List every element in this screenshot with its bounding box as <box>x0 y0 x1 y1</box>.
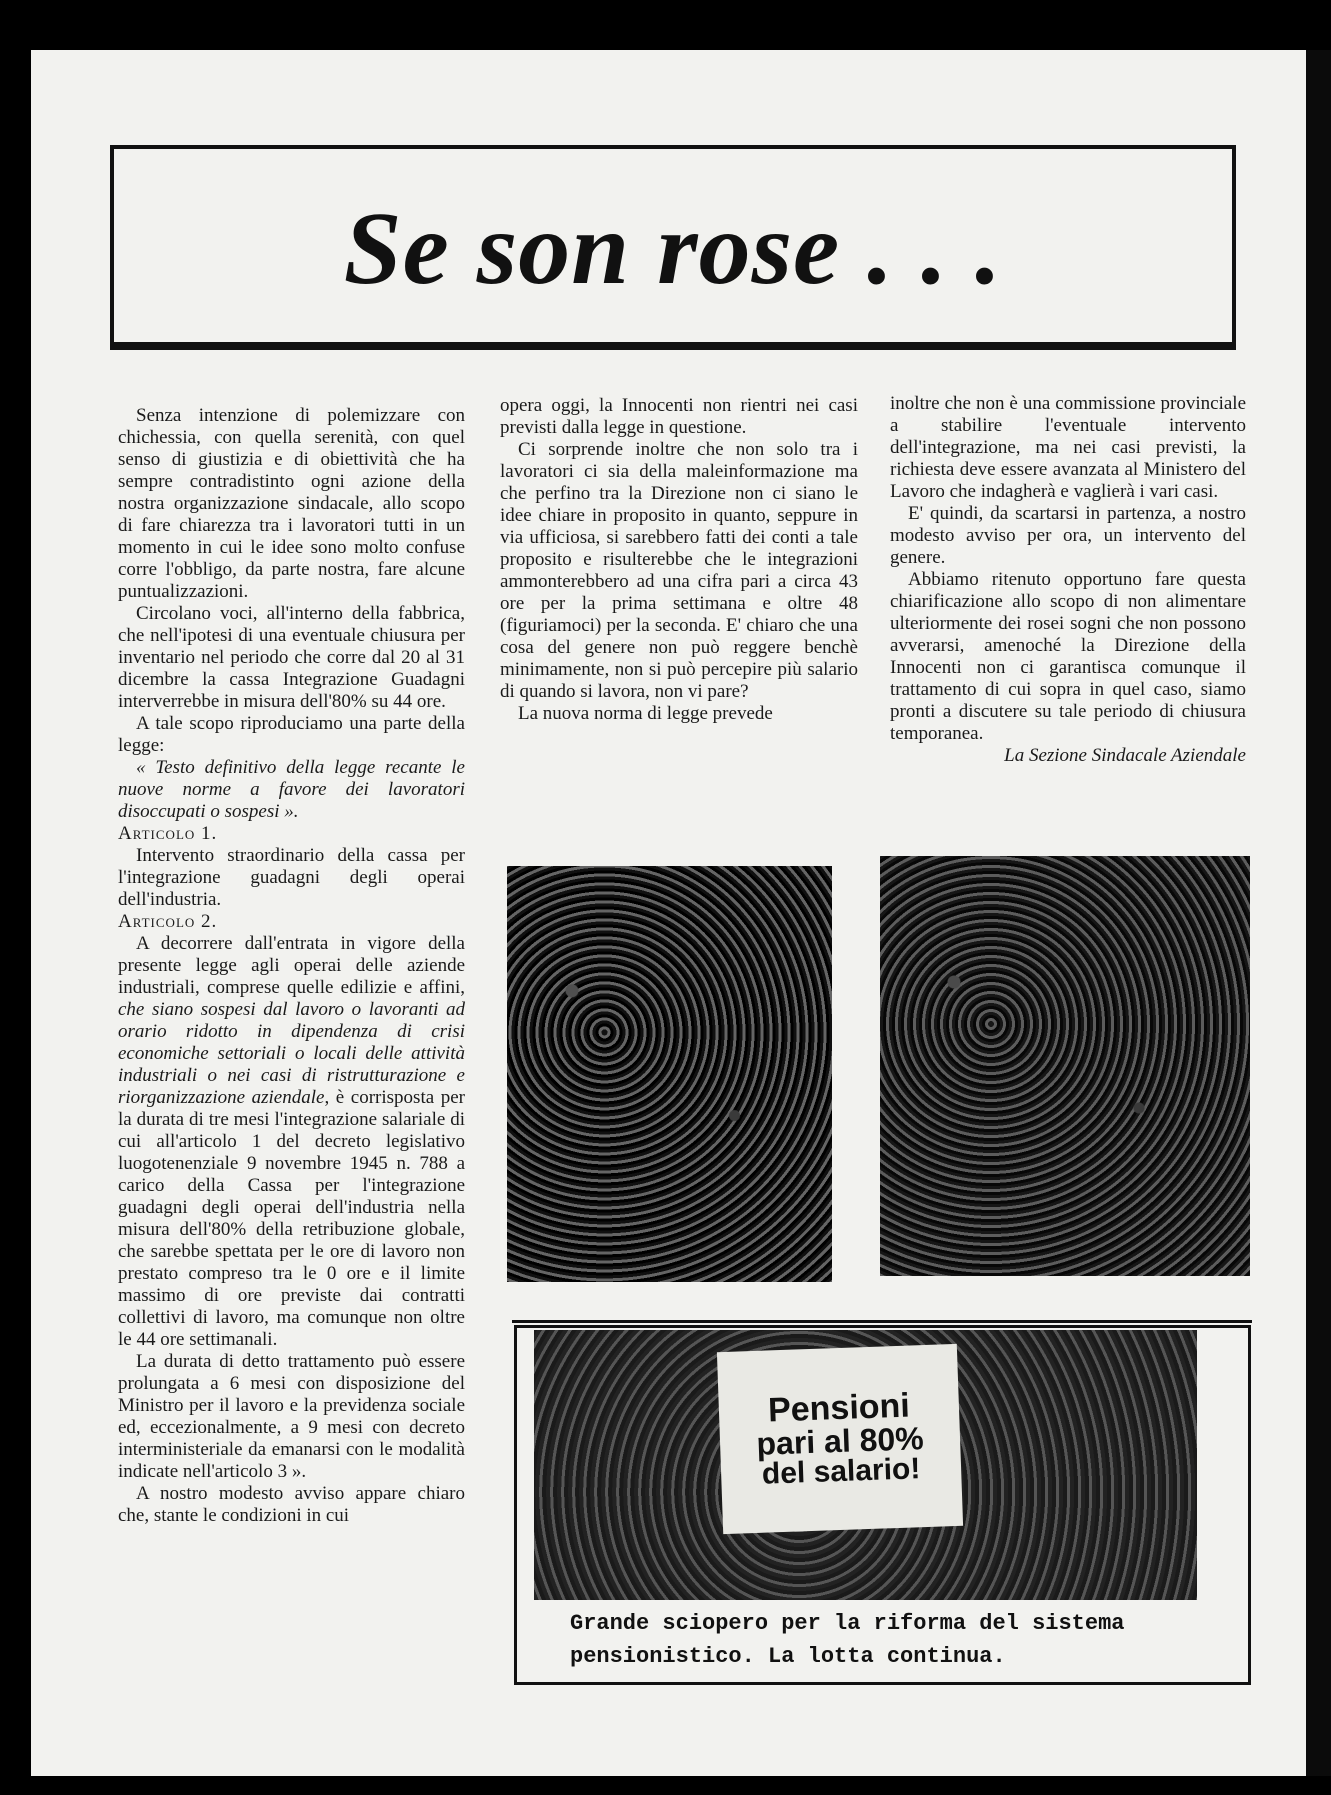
photo-caption: Grande sciopero per la riforma del sistema pensionistico. La lotta continua. <box>570 1611 1125 1669</box>
paragraph: Abbiamo ritenuto opportuno fare questa chiarificazione allo scopo di non alimentare ulteriormente dei rosei sogni che non possono avverarsi, amenoché la Direzione della Innocenti non ci garantisca comunque il trattamento di cui sopra in quel caso, siamo pronti a discutere su tale periodo di chiusura temporanea. <box>890 569 1246 744</box>
paragraph: inoltre che non è una commissione provinciale a stabilire l'eventuale intervento dell'integrazione, ma nei casi previsti, la richiesta deve essere avanzata al Ministero del Lavoro che indagherà e vaglierà i vari casi. <box>890 393 1246 502</box>
law-quote: « Testo definitivo della legge recante le nuove norme a favore dei lavoratori disoccupati o sospesi ». <box>118 757 465 822</box>
page-title: Se son rose . . . <box>343 191 1003 306</box>
paragraph: La durata di detto trattamento può essere prolungata a 6 mesi con disposizione del Ministro per il lavoro e la previdenza sociale ed, eccezionalmente, a 9 mesi con decreto interministeriale da emanarsi con le modalità indicate nell'articolo 3 ». <box>118 1351 465 1482</box>
column-3 <box>890 393 1246 767</box>
divider-line <box>512 1320 1252 1323</box>
paragraph: La nuova norma di legge prevede <box>518 703 773 724</box>
column-1 <box>118 405 465 1527</box>
paragraph: opera oggi, la Innocenti non rientri nei casi previsti dalla legge in questione. <box>500 395 858 438</box>
paragraph: A tale scopo riproduciamo una parte della legge: <box>118 713 465 756</box>
paragraph: Senza intenzione di polemizzare con chichessia, con quella serenità, con quel senso di giustizia e di obiettività che ha sempre contradistinto ogni azione della nostra organizzazione sindacale, allo scopo di fare chiarezza tra i lavoratori tutti in un momento in cui le idee sono molto confuse corre l'obbligo, da parte nostra, fare alcune puntualizzazioni. <box>118 405 465 602</box>
column-2 <box>500 395 858 725</box>
article-2-text <box>118 933 465 1351</box>
placard-line: Pensioni <box>767 1386 911 1430</box>
signature: La Sezione Sindacale Aziendale <box>1004 745 1246 766</box>
title-box <box>110 145 1236 346</box>
paragraph: Ci sorprende inoltre che non solo tra i lavoratori ci sia della maleinformazione ma che perfino tra la Direzione non ci siano le idee chiare in proposito in quanto, seppure in via ufficiosa, si sarebbero fatti dei conti a tale proposito e risulterebbe che le integrazioni ammonterebbero ad una cifra pari a circa 43 ore per la prima settimana e oltre 48 (figuriamoci) per la seconda. E' chiaro che una cosa del genere non può reggere benchè minimamente, non si può percepire più salario di quando si lavora, non vi pare? <box>500 439 858 702</box>
article-heading: Articolo 1. <box>118 823 218 844</box>
protest-placard <box>717 1344 963 1534</box>
text-span: A decorrere dall'entrata in vigore della presente legge agli operai delle aziende industriali, comprese quelle edilizie e affini, <box>118 933 465 998</box>
text-span-italic: che siano sospesi dal lavoro o lavoranti ad orario ridotto in dipendenza di crisi economiche settoriali o locali delle attività industriali o nei casi di ristrutturazione e riorganizzazione aziendale <box>118 999 465 1108</box>
crowd-photo-left <box>507 866 832 1282</box>
paragraph: A nostro modesto avviso appare chiaro che, stante le condizioni in cui <box>118 1483 465 1526</box>
placard-line: del salario! <box>761 1452 921 1491</box>
article-heading: Articolo 2. <box>118 911 218 932</box>
paragraph: Circolano voci, all'interno della fabbrica, che nell'ipotesi di una eventuale chiusura per inventario nel periodo che corre dal 20 al 31 dicembre la cassa Integrazione Guadagni interverrebbe in misura dell'80% su 44 ore. <box>118 603 465 712</box>
paragraph: E' quindi, da scartarsi in partenza, a nostro modesto avviso per ora, un intervento del genere. <box>890 503 1246 568</box>
placard-line: pari al 80% <box>755 1420 925 1462</box>
crowd-photo-right <box>880 856 1250 1276</box>
text-span: , è corrisposta per la durata di tre mesi l'integrazione salariale di cui all'articolo 1 del decreto legislativo luogotenenziale 9 novembre 1945 n. 788 a carico della Cassa per l'integrazione guadagni degli operai dell'industria nella misura dell'80% della retribuzione globale, che sarebbe spettata per le ore di lavoro non prestato compreso tra le 0 ore e il limite massimo di ore previste dai contratti collettivi di lavoro, ma comunque non oltre le 44 ore settimanali. <box>118 1087 465 1350</box>
page-edge <box>1306 50 1331 1776</box>
paragraph: Intervento straordinario della cassa per l'integrazione guadagni degli operai dell'industria. <box>118 845 465 910</box>
